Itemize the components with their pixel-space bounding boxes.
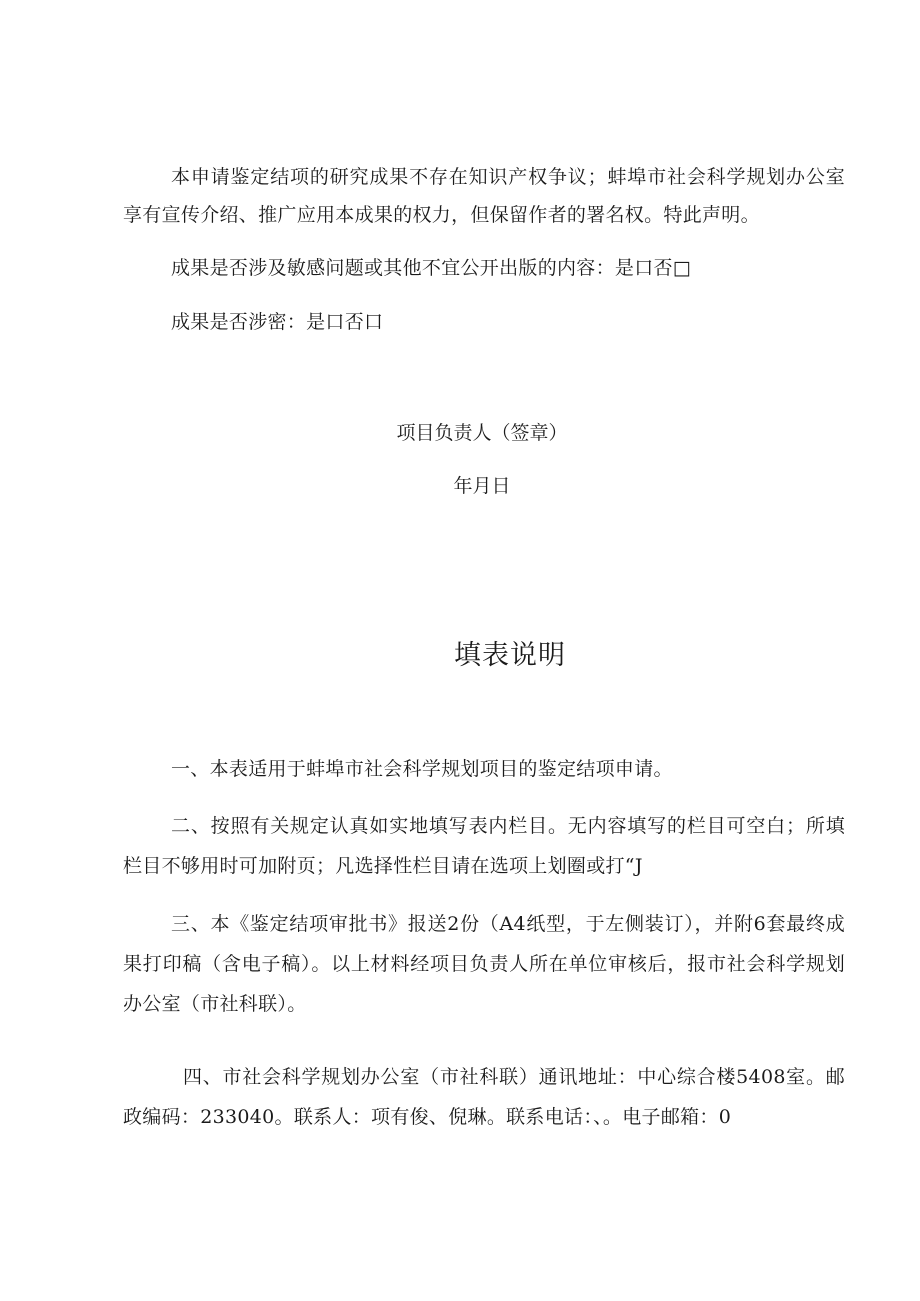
instruction-item-4: 四、市社会科学规划办公室（市社科联）通讯地址：中心综合楼5408室。邮政编码：233040。联系人：项有俊、倪琳。联系电话：、。电子邮箱：0 <box>123 1066 845 1128</box>
date-label: 年月日 <box>453 475 511 497</box>
sensitive-content-question: 成果是否涉及敏感问题或其他不宜公开出版的内容：是口否□ <box>171 257 692 279</box>
declaration-statement: 本申请鉴定结项的研究成果不存在知识产权争议；蚌埠市社会科学规划办公室享有宣传介绍、推广应用本成果的权力，但保留作者的署名权。特此声明。 <box>123 166 845 226</box>
secret-content-question: 成果是否涉密：是口否口 <box>171 311 384 333</box>
signature-label: 项目负责人（签章） <box>396 422 568 444</box>
instruction-item-3: 三、本《鉴定结项审批书》报送2份（A4纸型，于左侧装订），并附6套最终成果打印稿（含电子稿）。以上材料经项目负责人所在单位审核后，报市社会科学规划办公室（市社科联）。 <box>123 913 845 1015</box>
instruction-item-1: 一、本表适用于蚌埠市社会科学规划项目的鉴定结项申请。 <box>171 758 673 780</box>
instructions-title: 填表说明 <box>454 640 566 671</box>
instruction-item-2: 二、按照有关规定认真如实地填写表内栏目。无内容填写的栏目可空白；所填栏目不够用时可加附页；凡选择性栏目请在选项上划圈或打“J <box>123 815 845 877</box>
